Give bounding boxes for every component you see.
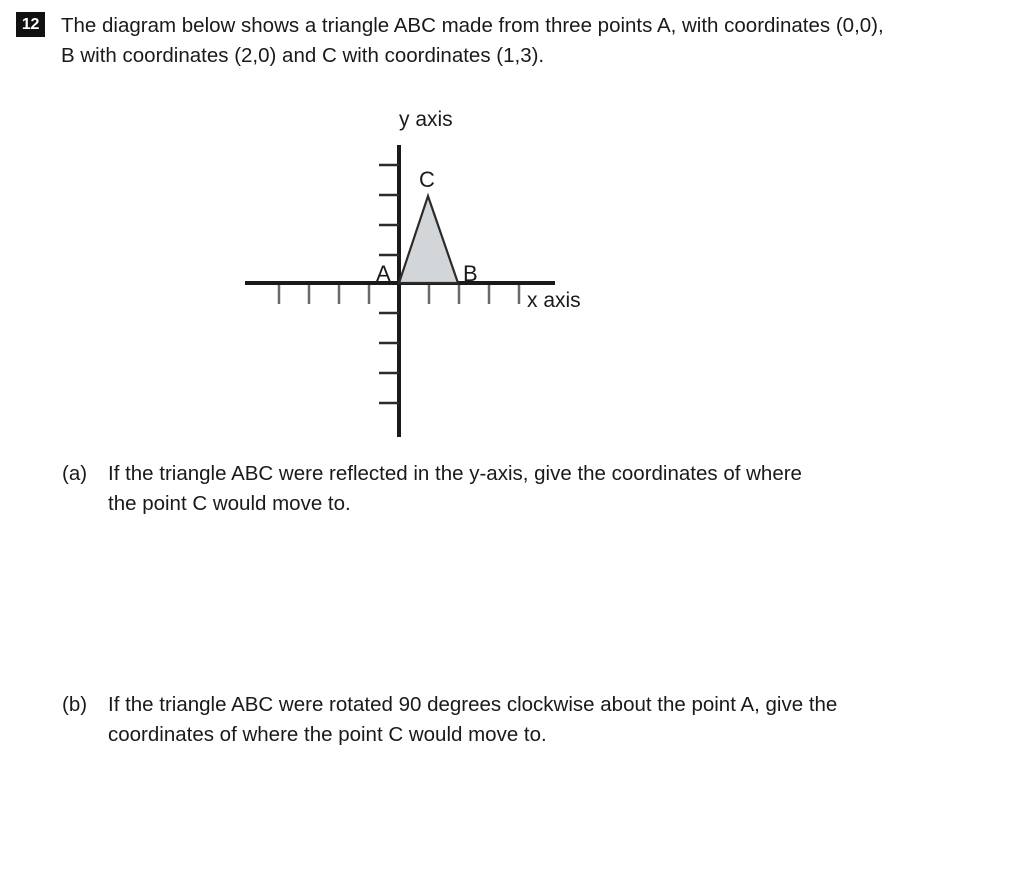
question-part-a <box>62 459 822 519</box>
coordinate-diagram <box>230 95 630 455</box>
vertex-label-b: B <box>463 261 478 286</box>
question-part-b <box>62 690 852 750</box>
vertex-label-a: A <box>376 261 391 286</box>
vertex-label-c: C <box>419 167 435 192</box>
triangle-abc-shape <box>399 196 458 283</box>
question-stem-text: The diagram below shows a triangle ABC made from three points A, with coordinates (0,0), B with coordinates (2,0) and C with coordinates (1,3). <box>61 14 884 67</box>
part-b-text: If the triangle ABC were rotated 90 degrees clockwise about the point A, give the coordinates of where the point C would move to. <box>108 693 838 746</box>
part-a-marker: (a) <box>62 462 88 485</box>
question-header <box>16 11 916 71</box>
part-b-marker: (b) <box>62 693 88 716</box>
x-axis-label: x axis <box>527 289 581 312</box>
question-number-badge: 12 <box>16 12 45 37</box>
y-axis-label: y axis <box>399 108 453 131</box>
part-a-text: If the triangle ABC were reflected in the y-axis, give the coordinates of where the point C would move to. <box>108 462 802 515</box>
